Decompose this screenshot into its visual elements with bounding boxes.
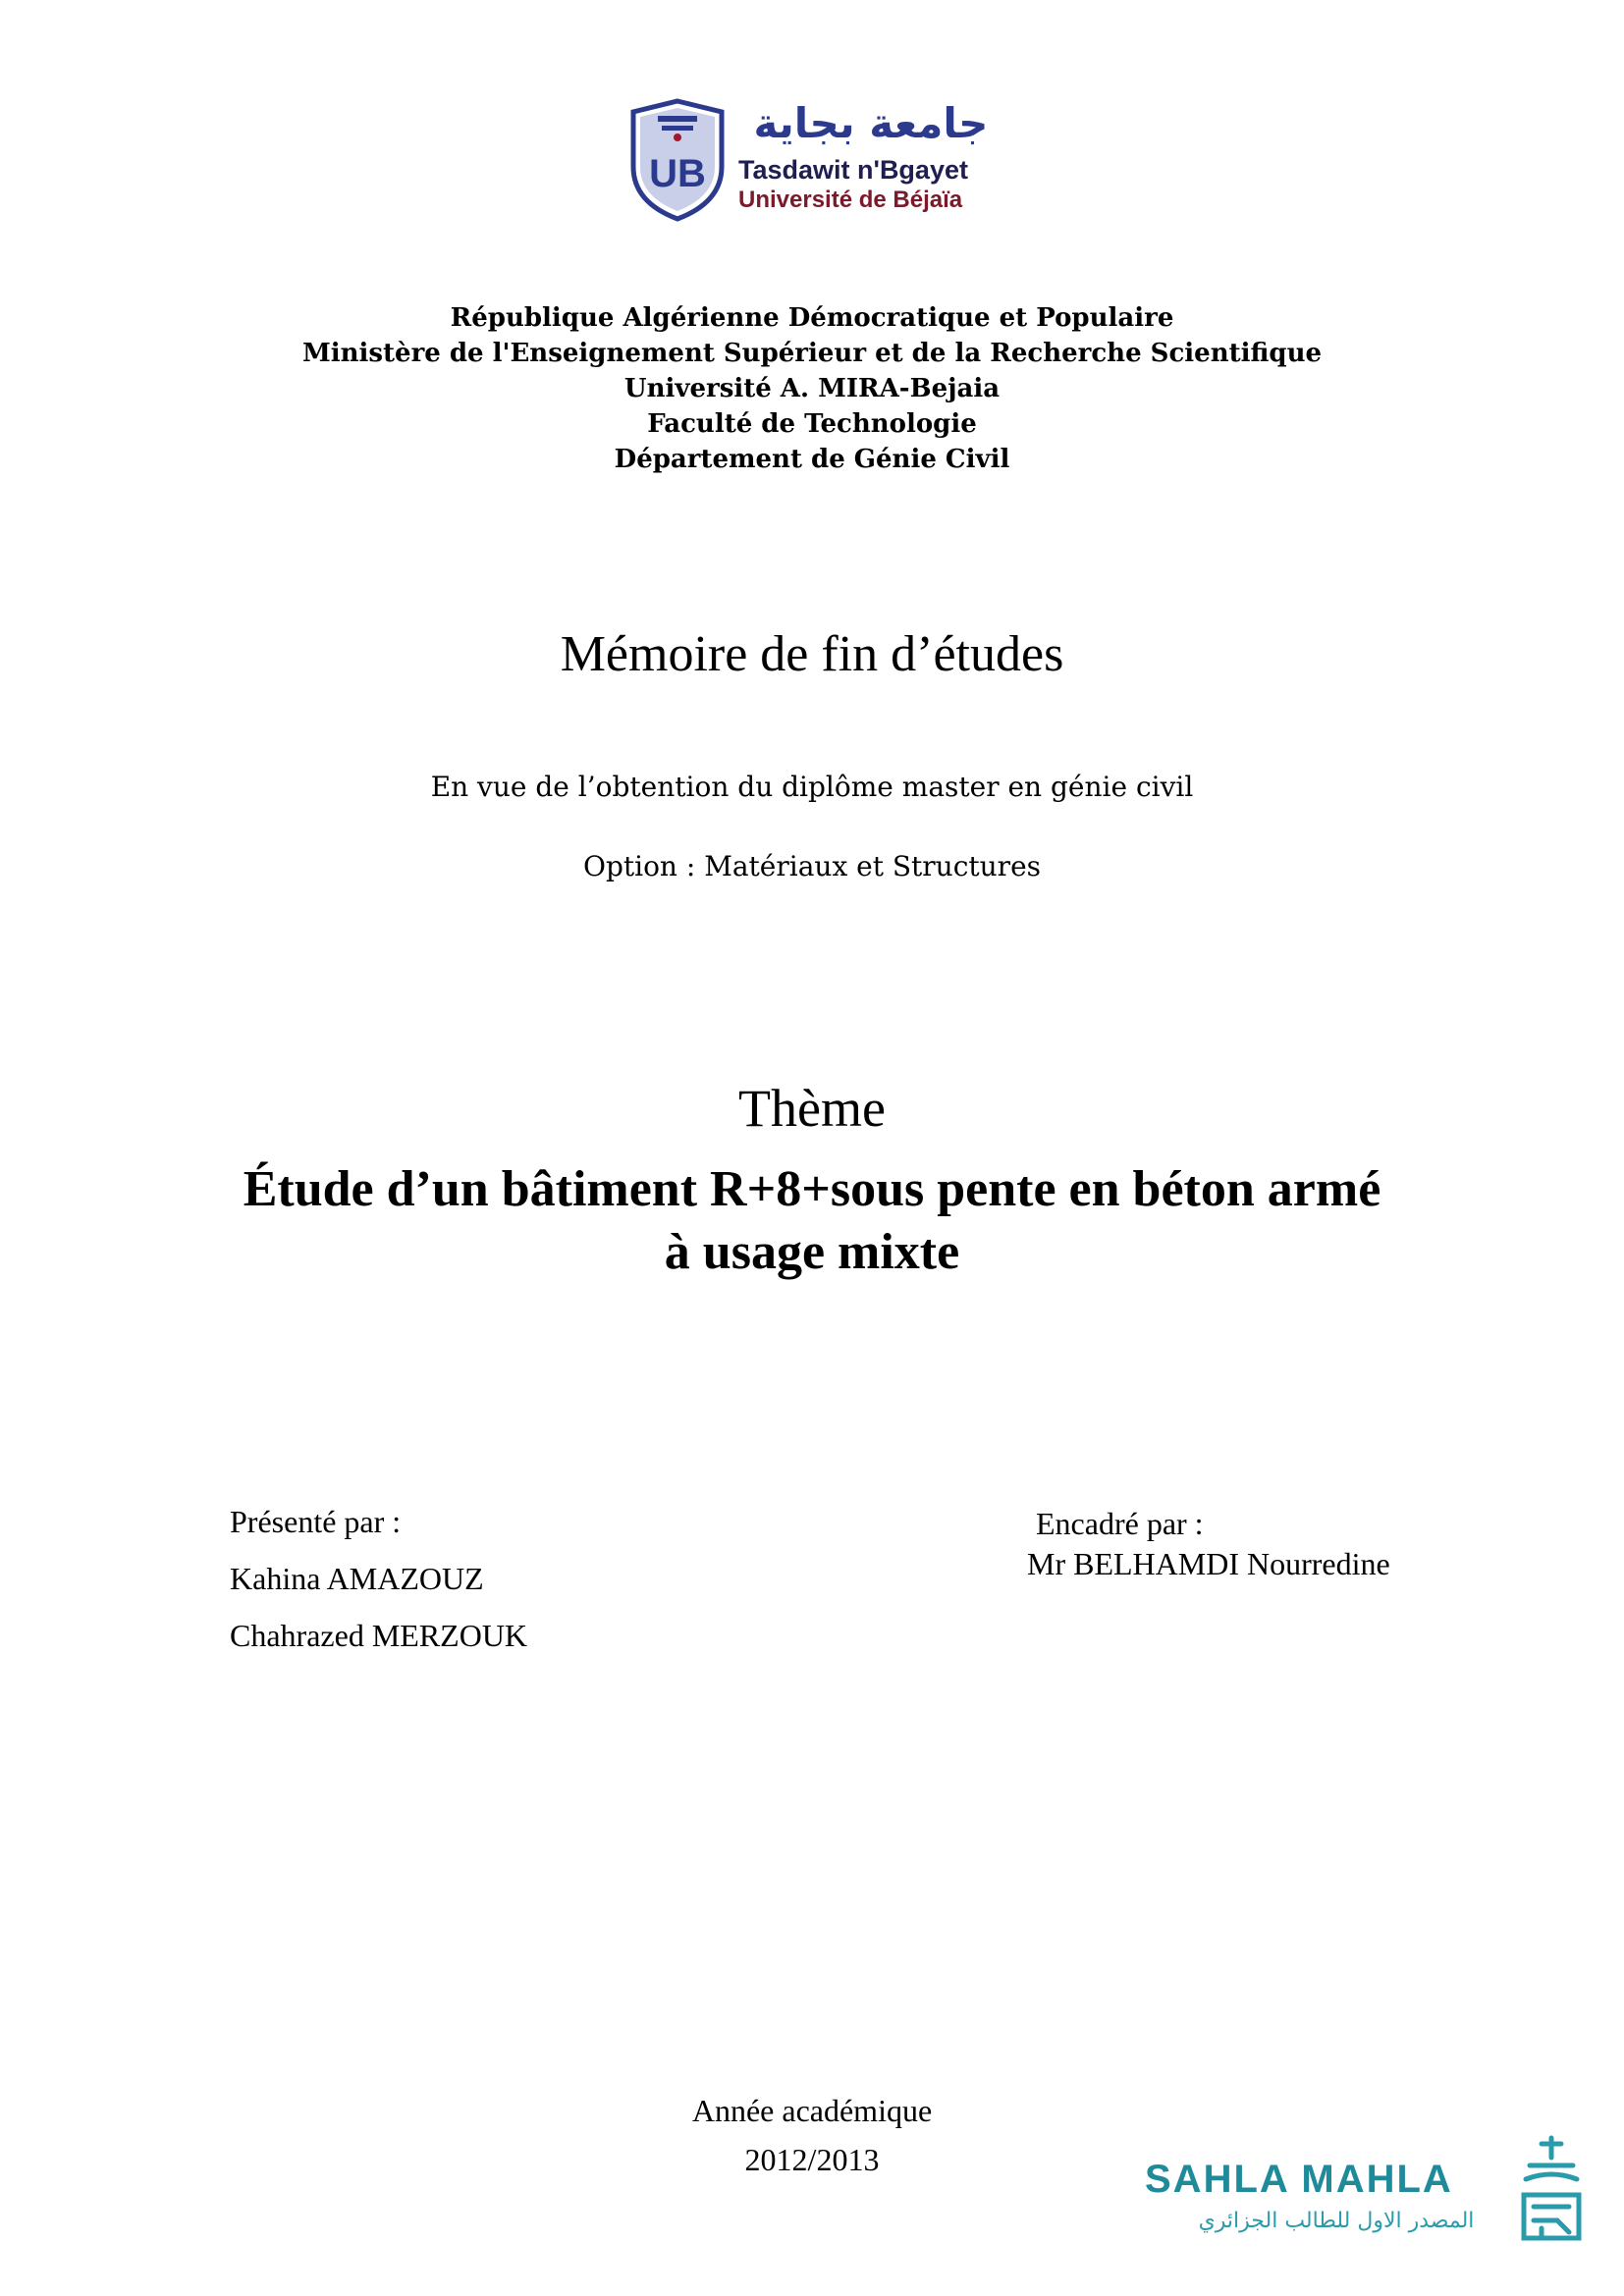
diploma-line: En vue de l’obtention du diplôme master en génie civil bbox=[430, 771, 1194, 803]
ministere-line: Ministère de l'Enseignement Supérieur et de la Recherche Scientifique bbox=[301, 339, 1323, 368]
republique-line: République Algérienne Démocratique et Populaire bbox=[450, 303, 1174, 333]
logo-tasdawit: Tasdawit n'Bgayet bbox=[738, 155, 968, 185]
sahla-mahla-watermark bbox=[1139, 2130, 1600, 2268]
university-shield-icon bbox=[628, 98, 727, 222]
academic-year-label: Année académique bbox=[691, 2093, 933, 2128]
logo-universite: Université de Béjaïa bbox=[738, 187, 963, 213]
logo-arabic-name: جامعة بجاية bbox=[753, 99, 989, 147]
theme-title bbox=[0, 1158, 1624, 1284]
shield-letters: UB bbox=[649, 152, 706, 195]
supervisor-name: Mr BELHAMDI Nourredine bbox=[1027, 1546, 1390, 1581]
theme-title-line-1: Étude d’un bâtiment R+8+sous pente en béton armé bbox=[243, 1161, 1381, 1217]
institution-header bbox=[0, 300, 1624, 477]
theme-title-line-2: à usage mixte bbox=[664, 1224, 960, 1280]
author-name: Chahrazed MERZOUK bbox=[230, 1618, 528, 1653]
watermark-latin-text: SAHLA MAHLA bbox=[1145, 2158, 1453, 2201]
universite-line: Université A. MIRA-Bejaia bbox=[623, 374, 1001, 403]
theme-label: Thème bbox=[738, 1079, 886, 1138]
university-logo bbox=[628, 98, 1001, 226]
author-name: Kahina AMAZOUZ bbox=[230, 1561, 484, 1596]
memoire-title: Mémoire de fin d’études bbox=[560, 626, 1064, 682]
calligraphy-emblem-icon bbox=[1512, 2130, 1591, 2258]
watermark-arabic-text: المصدر الاول للطالب الجزائري bbox=[1198, 2209, 1475, 2233]
supervised-by-label: Encadré par : bbox=[1036, 1506, 1204, 1541]
academic-year-value: 2012/2013 bbox=[744, 2142, 880, 2177]
option-line: Option : Matériaux et Structures bbox=[582, 850, 1042, 882]
faculte-line: Faculté de Technologie bbox=[647, 409, 977, 439]
presented-by-label: Présenté par : bbox=[230, 1504, 402, 1539]
departement-line: Département de Génie Civil bbox=[614, 445, 1010, 474]
